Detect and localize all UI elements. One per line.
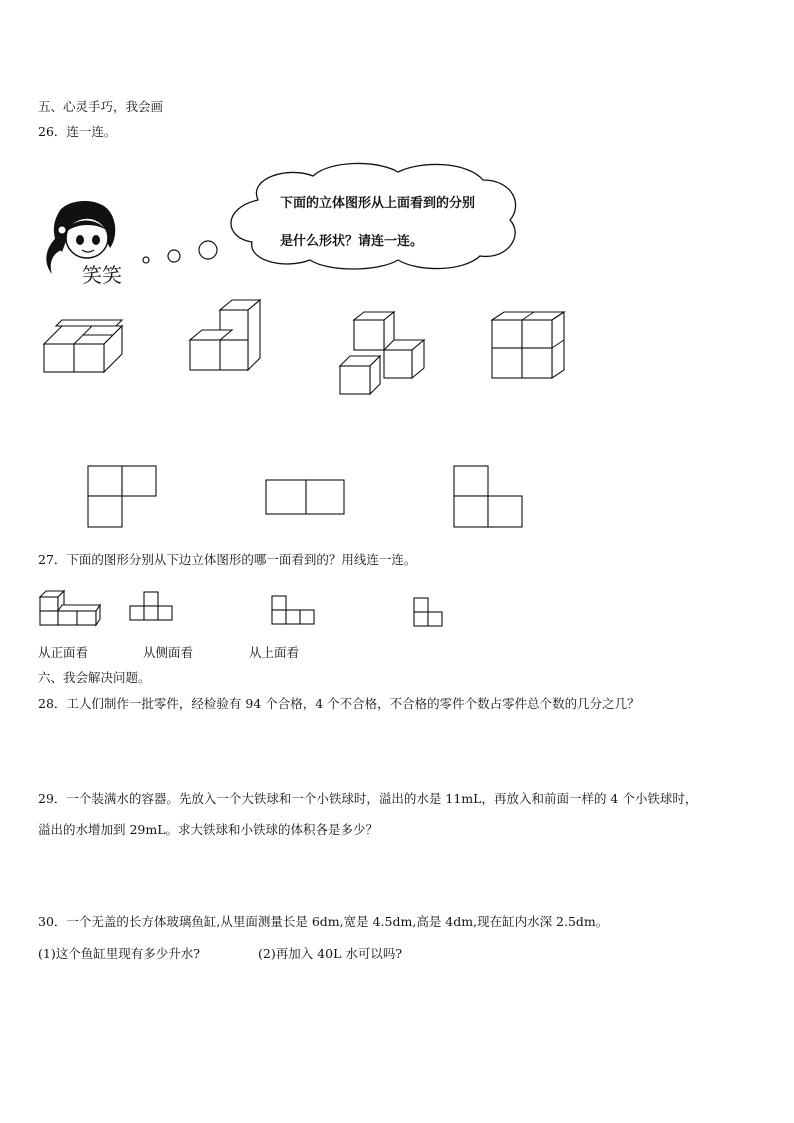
question-30-sub-1: (1)这个鱼缸里现有多少升水? — [38, 946, 200, 961]
bubble-text-line-1: 下面的立体图形从上面看到的分别 — [280, 196, 476, 211]
bubble-text-line-2: 是什么形状？请连一连。 — [280, 234, 424, 249]
top-view-shape-2 — [264, 478, 348, 518]
view-label-top: 从上面看 — [249, 645, 300, 660]
view-label-side: 从侧面看 — [143, 645, 194, 660]
question-30-line-1: 30．一个无盖的长方体玻璃鱼缸,从里面测量长是 6dm,宽是 4.5dm,高是 4dm,现在缸内水深 2.5dm。 — [38, 914, 609, 929]
q27-view-shape-2 — [270, 594, 320, 630]
q27-view-shape-3 — [412, 596, 450, 632]
question-28-text: 28．工人们制作一批零件，经检验有 94 个合格，4 个不合格，不合格的零件个数占零件总个数的几分之几？ — [38, 696, 640, 711]
top-view-shape-1 — [86, 464, 158, 530]
thought-bubble-dots — [138, 238, 222, 268]
section-five-heading: 五、心灵手巧，我会画 — [38, 99, 164, 114]
solid-figure-3 — [338, 308, 430, 398]
view-label-front: 从正面看 — [38, 645, 89, 660]
question-26-title: 26．连一连。 — [38, 124, 117, 139]
question-30-sub-2: (2)再加入 40L 水可以吗? — [258, 946, 403, 961]
section-six-heading: 六、我会解决问题。 — [38, 670, 151, 685]
q27-solid-figure — [38, 585, 102, 629]
speech-cloud-shape — [218, 160, 528, 275]
solid-figure-1 — [42, 318, 132, 378]
question-29-line-1: 29．一个装满水的容器。先放入一个大铁球和一个小铁球时，溢出的水是 11mL，再放入和前面一样的 4 个小铁球时， — [38, 791, 698, 806]
character-name-label: 笑笑 — [82, 263, 122, 287]
top-view-shape-3 — [452, 464, 526, 530]
question-27-title: 27．下面的图形分别从下边立体图形的哪一面看到的？用线连一连。 — [38, 552, 417, 567]
solid-figure-2 — [188, 300, 268, 376]
solid-figure-4 — [490, 308, 570, 382]
q27-view-shape-1 — [128, 590, 178, 630]
question-29-line-2: 溢出的水增加到 29mL。求大铁球和小铁球的体积各是多少？ — [38, 822, 379, 837]
